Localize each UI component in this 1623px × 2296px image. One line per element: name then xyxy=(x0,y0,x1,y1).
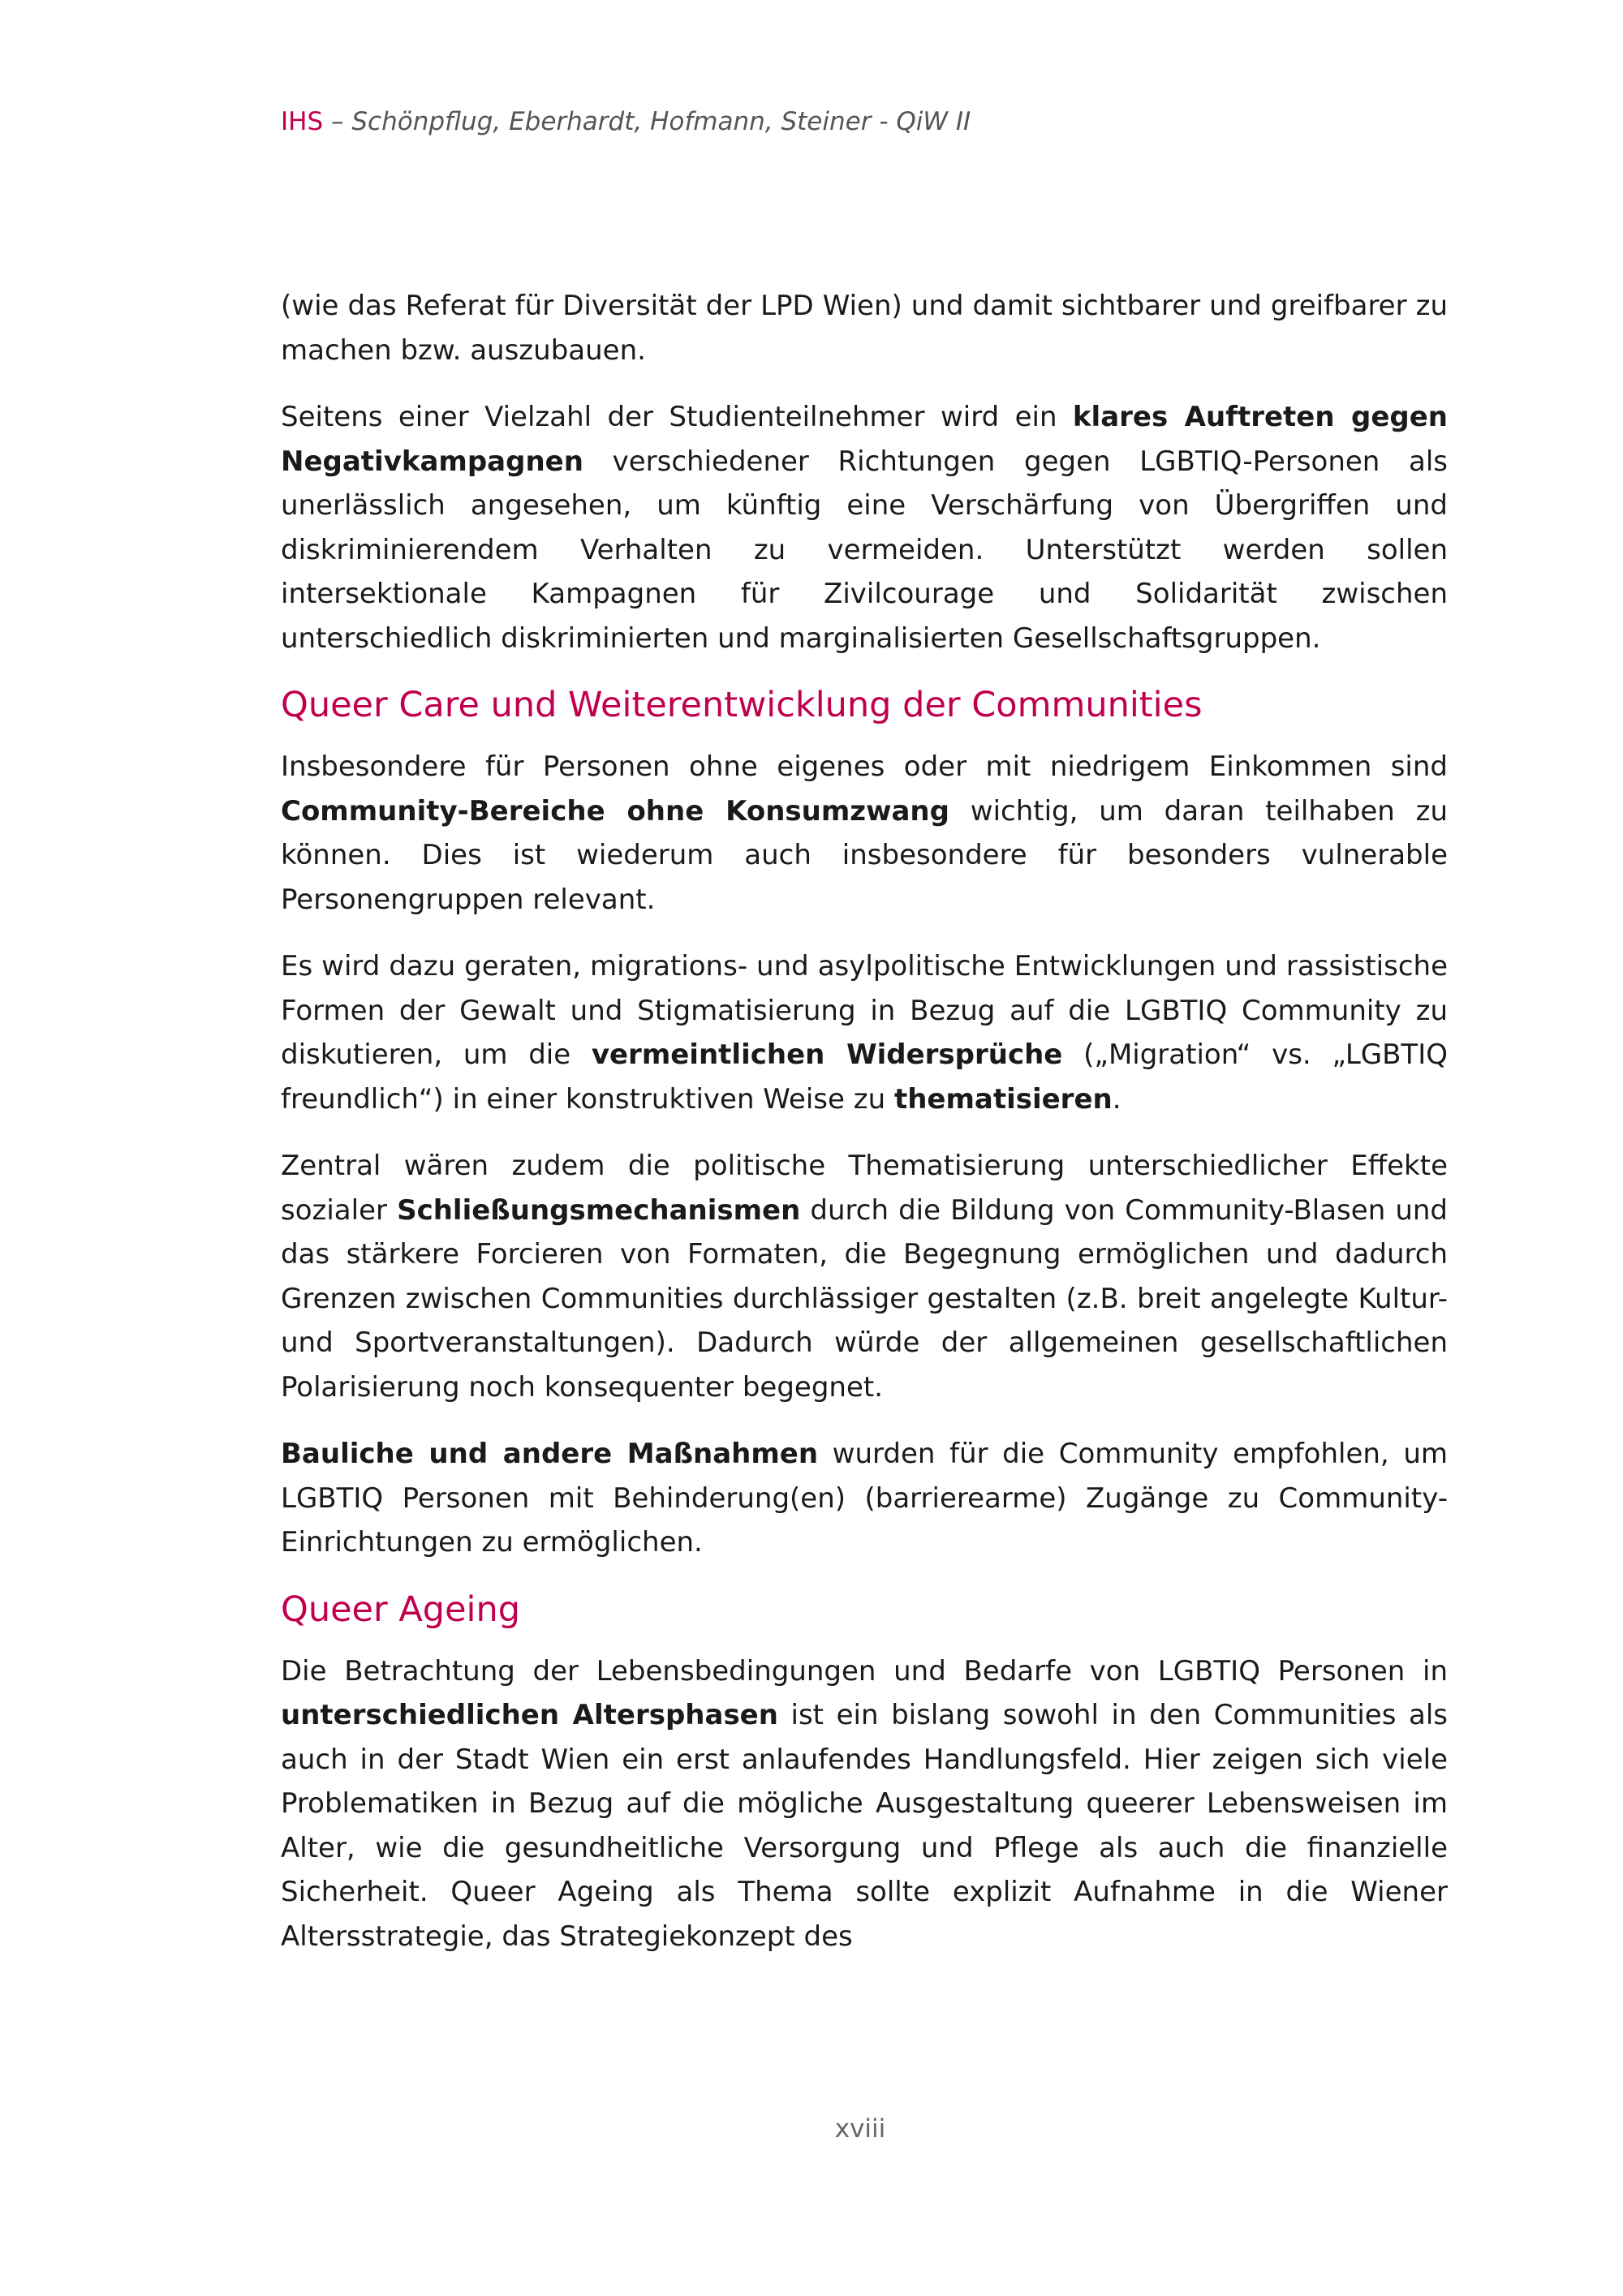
emphasis-text: Community-Bereiche ohne Konsumzwang xyxy=(281,794,949,828)
paragraph-6 xyxy=(281,1432,1448,1565)
paragraph-text: (wie das Referat für Diversität der LPD Wien) und damit sichtbarer und greifbarer zu machen bzw. auszubauen. xyxy=(281,290,1448,367)
header-org: IHS xyxy=(281,107,324,136)
paragraph-1 xyxy=(281,284,1448,372)
paragraph-text: verschiedener Richtungen gegen LGBTIQ-Personen als unerlässlich angesehen, um künftig eine Verschärfung von Übergriffen und diskriminierendem Verhalten zu vermeiden. Unterstützt werden sollen intersektionale Kampagnen für Zivilcourage und Solidarität zwischen unterschiedlich diskriminierten und marginalisierten Gesellschaftsgruppen. xyxy=(281,445,1448,655)
paragraph-2 xyxy=(281,395,1448,660)
paragraph-text: („Migration“ vs. „LGBTIQ freundlich“) in einer konstruktiven Weise zu xyxy=(281,1038,1448,1116)
paragraph-text: Seitens einer Vielzahl der Studienteilnehmer wird ein xyxy=(281,401,1073,433)
header-authors: Schönpflug, Eberhardt, Hofmann, Steiner - QiW II xyxy=(351,107,971,136)
emphasis-text: Bauliche und andere Maßnahmen xyxy=(281,1438,819,1470)
running-header xyxy=(281,104,971,140)
paragraph-text: wurden für die Community empfohlen, um LGBTIQ Personen mit Behinderung(en) (barrierearme) Zugänge zu Community-Einrichtungen zu ermöglichen. xyxy=(281,1438,1449,1559)
emphasis-text: klares Auftreten gegen Negativkampagnen xyxy=(281,401,1448,478)
paragraph-text: Zentral wären zudem die politische Thematisierung unterschiedlicher Effekte sozialer xyxy=(281,1150,1448,1227)
emphasis-text: thematisieren xyxy=(893,1082,1113,1116)
section-heading-queer-ageing: Queer Ageing xyxy=(281,1589,521,1630)
paragraph-text: Die Betrachtung der Lebensbedingungen und Bedarfe von LGBTIQ Personen in xyxy=(281,1654,1448,1688)
header-separator: – xyxy=(323,107,352,136)
paragraph-7 xyxy=(281,1649,1448,1959)
emphasis-text: Schließungsmechanismen xyxy=(397,1193,801,1227)
paragraph-4 xyxy=(281,944,1448,1121)
paragraph-text: Es wird dazu geraten, migrations- und asylpolitische Entwicklungen und rassistische Formen der Gewalt und Stigmatisierung in Bezug auf die LGBTIQ Community zu diskutieren, um die xyxy=(281,950,1448,1071)
paragraph-text: ist ein bislang sowohl in den Communities als auch in der Stadt Wien ein erst anlaufendes Handlungsfeld. Hier zeigen sich viele Problematiken in Bezug auf die mögliche Ausgestaltung queerer Lebensweisen im Alter, wie die gesundheitliche Versorgung und Pflege als auch die finanzielle Sicherheit. Queer Ageing als Thema sollte explizit Aufnahme in die Wiener Altersstrategie, das Strategiekonzept des xyxy=(281,1699,1448,1953)
emphasis-text: unterschiedlichen Altersphasen xyxy=(281,1699,778,1731)
paragraph-3 xyxy=(281,745,1448,922)
page-number: xviii xyxy=(834,2114,886,2143)
emphasis-text: vermeintlichen Widersprüche xyxy=(591,1038,1063,1071)
body-text xyxy=(281,284,1448,1981)
paragraph-text: wichtig, um daran teilhaben zu können. Dies ist wiederum auch insbesondere für besonders vulnerable Personengruppen relevant. xyxy=(281,794,1448,916)
paragraph-text: durch die Bildung von Community-Blasen und das stärkere Forcieren von Formaten, die Begegnung ermöglichen und dadurch Grenzen zwischen Communities durchlässiger gestalten (z.B. breit angelegte Kultur- und Sportveranstaltungen). Dadurch würde der allgemeinen gesellschaftlichen Polarisierung noch konsequenter begegnet. xyxy=(281,1193,1448,1404)
paragraph-5 xyxy=(281,1144,1448,1409)
paragraph-text: Insbesondere für Personen ohne eigenes oder mit niedrigem Einkommen sind xyxy=(281,750,1448,783)
paragraph-text: . xyxy=(1112,1082,1121,1116)
section-heading-queer-care: Queer Care und Weiterentwicklung der Communities xyxy=(281,685,1203,725)
